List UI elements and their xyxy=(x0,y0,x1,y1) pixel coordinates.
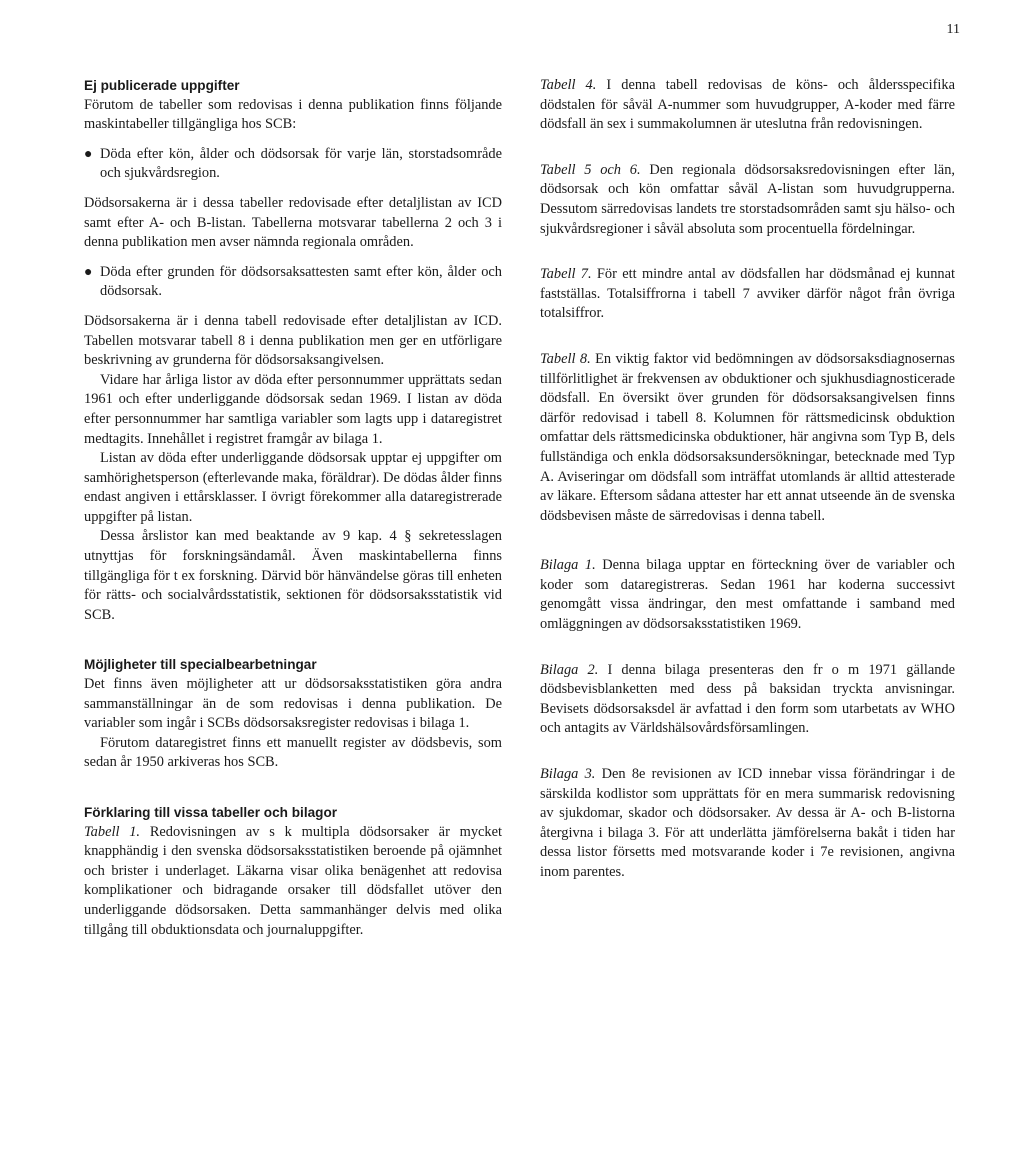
section-heading-unpublished: Ej publicerade uppgifter xyxy=(84,78,240,93)
entry-text: Denna bilaga upptar en förteckning över de variabler och koder som dataregistreras. Sedan 1961 har koderna successivt genomgått vissa ändringar, den mest omfattande i samband med omläggningen av dödsorsaksstatistiken 1969. xyxy=(540,557,955,633)
entry-label: Tabell 8. xyxy=(540,350,591,367)
bilaga3-entry xyxy=(540,765,955,883)
tabell4-entry xyxy=(540,76,955,135)
entry-label: Bilaga 1. xyxy=(540,557,596,574)
entry-label: Tabell 1. xyxy=(84,823,141,840)
paragraph: Det finns även möjligheter att ur dödsorsaksstatistiken göra andra sammanställningar än de som redovisas i denna publikation. De variabler som ingår i SCBs dödsorsaksregister redovisas i bilaga 1. xyxy=(84,676,502,732)
bullet-icon: ● xyxy=(84,264,93,280)
entry-text: Redovisningen av s k multipla dödsorsaker är mycket knapphändig i den svenska dödsorsaksstatistiken beroende på ojämnhet och brister i underlaget. Läkarna visar olika benägenhet att redovisa komplikationer och bidragande orsaker till dödsfallet utöver den underliggande dödsorsaken. Detta sammanhänger delvis med olika tillgång till obduktionsdata och journaluppgifter. xyxy=(84,823,502,938)
left-column xyxy=(84,76,502,940)
bullet-item xyxy=(84,145,502,184)
bilaga1-entry xyxy=(540,556,955,634)
bullet-text: Döda efter grunden för dödsorsaksattesten samt efter kön, ålder och dödsorsak. xyxy=(100,263,502,300)
bilaga2-entry xyxy=(540,661,955,739)
paragraph: Vidare har årliga listor av döda efter personnummer upprättats sedan 1961 och efter underliggande dödsorsak sedan 1969. I listan av döda efter personnummer har samtliga variabler som lagts upp i dataregistret medtagits. Innehållet i registret framgår av bilaga 1. xyxy=(84,371,502,447)
section-heading-special-processing: Möjligheter till specialbearbetningar xyxy=(84,657,317,673)
tabell1-entry xyxy=(84,823,502,941)
entry-text: Den 8e revisionen av ICD innebar vissa förändringar i de särskilda kodlistor som upprättats för en mera summarisk redovisning av sjukdomar, skador och dödsorsaker. Av dessa är A- och B-listorna återgivna i bilaga 3. För att underlätta jämförelserna bakåt i tiden har dessa listor försetts med motsvarande koder i 7e revisionen, angivna inom parentes. xyxy=(540,766,955,880)
entry-text: För ett mindre antal av dödsfallen har dödsmånad ej kunnat fastställas. Totalsiffrorna i tabell 7 avviker därför något från övriga totalsiffror. xyxy=(540,266,955,322)
bullet-item xyxy=(84,263,502,302)
tabell56-entry xyxy=(540,161,955,239)
section-heading-explanation: Förklaring till vissa tabeller och bilagor xyxy=(84,805,338,820)
intro-paragraph: Förutom de tabeller som redovisas i denna publikation finns följande maskintabeller tillgängliga hos SCB: xyxy=(84,96,502,133)
page-number: 11 xyxy=(946,22,960,37)
entry-label: Tabell 5 och 6. xyxy=(540,161,641,178)
tabell7-entry xyxy=(540,265,955,324)
entry-label: Bilaga 2. xyxy=(540,661,599,678)
bullet-icon: ● xyxy=(84,146,93,162)
entry-label: Tabell 7. xyxy=(540,266,592,283)
entry-label: Bilaga 3. xyxy=(540,766,596,783)
entry-text: En viktig faktor vid bedömningen av dödsorsaksdiagnosernas tillförlitlighet är frekvensen av obduktioner och sjukhusdiagnosticerade dödsfall. En översikt över grunden för dödsorsaksangivelsen finns därför redovisad i tabell 8. Kolumnen för rättsmedicinsk obduktion omfattar dels rättsmedicinska obduktioner, här angivna som Typ B, dels fullständiga och enkla dödsorsaksundersökningar, betecknade med Typ A. Aviseringar om dödsfall som inträffat utomlands är alltid attesterade av läkare. Eftersom sådana attester har ett annat utseende än de svenska dödsbevisen måste de särredovisas i denna tabell. xyxy=(540,350,955,524)
paragraph: Dödsorsakerna är i denna tabell redovisade efter detaljlistan av ICD. Tabellen motsvarar tabell 8 i denna publikation men ger en utförligare beskrivning av grunderna för dödsorsaksangivelsen. xyxy=(84,312,502,369)
paragraph: Dessa årslistor kan med beaktande av 9 kap. 4 § sekretesslagen utnyttjas för forskningsändamål. Även maskintabellerna finns tillgängliga för t ex forskning. Därvid bör hänvändelse göras till enheten för rätts- och socialvårdsstatistik, sektionen för dödsorsaksstatistik vid SCB. xyxy=(84,528,502,623)
tabell8-entry xyxy=(540,350,955,526)
right-column xyxy=(540,76,955,883)
entry-text: I denna tabell redovisas de köns- och åldersspecifika dödstalen för såväl A-nummer som huvudgrupper, A-koder med färre dödsfall än sex i summakolumnen är uteslutna från redovisningen. xyxy=(540,77,955,133)
paragraph: Förutom dataregistret finns ett manuellt register av dödsbevis, som sedan år 1950 arkiveras hos SCB. xyxy=(84,734,502,771)
paragraph: Dödsorsakerna är i dessa tabeller redovisade efter detaljlistan av ICD samt efter A- och B-listan. Tabellerna motsvarar tabellerna 2 och 3 i denna publikation men avser nämnda regionala områden. xyxy=(84,194,502,251)
entry-text: I denna bilaga presenteras den fr o m 1971 gällande dödsbevisblanketten med dess på baksidan tryckta anvisningar. Bevisets dödsorsaksdel är avfattad i den form som utarbetats av WHO och antagits av Världshälsovårdsförsamlingen. xyxy=(540,661,955,737)
bullet-text: Döda efter kön, ålder och dödsorsak för varje län, storstadsområde och sjukvårdsregion. xyxy=(100,145,502,182)
entry-label: Tabell 4. xyxy=(540,77,597,93)
entry-text: Den regionala dödsorsaksredovisningen efter län, dödsorsak och kön omfattar såväl A-listan som huvudgrupperna. Dessutom särredovisas landets tre storstadsområden samt sju hälso- och sjukvårdsregioner i såväl absoluta som procentuella fördelningar. xyxy=(540,161,955,237)
paragraph: Listan av döda efter underliggande dödsorsak upptar ej uppgifter om samhörighetsperson (efterlevande maka, föräldrar). De dödas ålder finns endast angiven i ettårsklasser. I övrigt förekommer alla dataregistrerade uppgifter på listan. xyxy=(84,450,502,525)
